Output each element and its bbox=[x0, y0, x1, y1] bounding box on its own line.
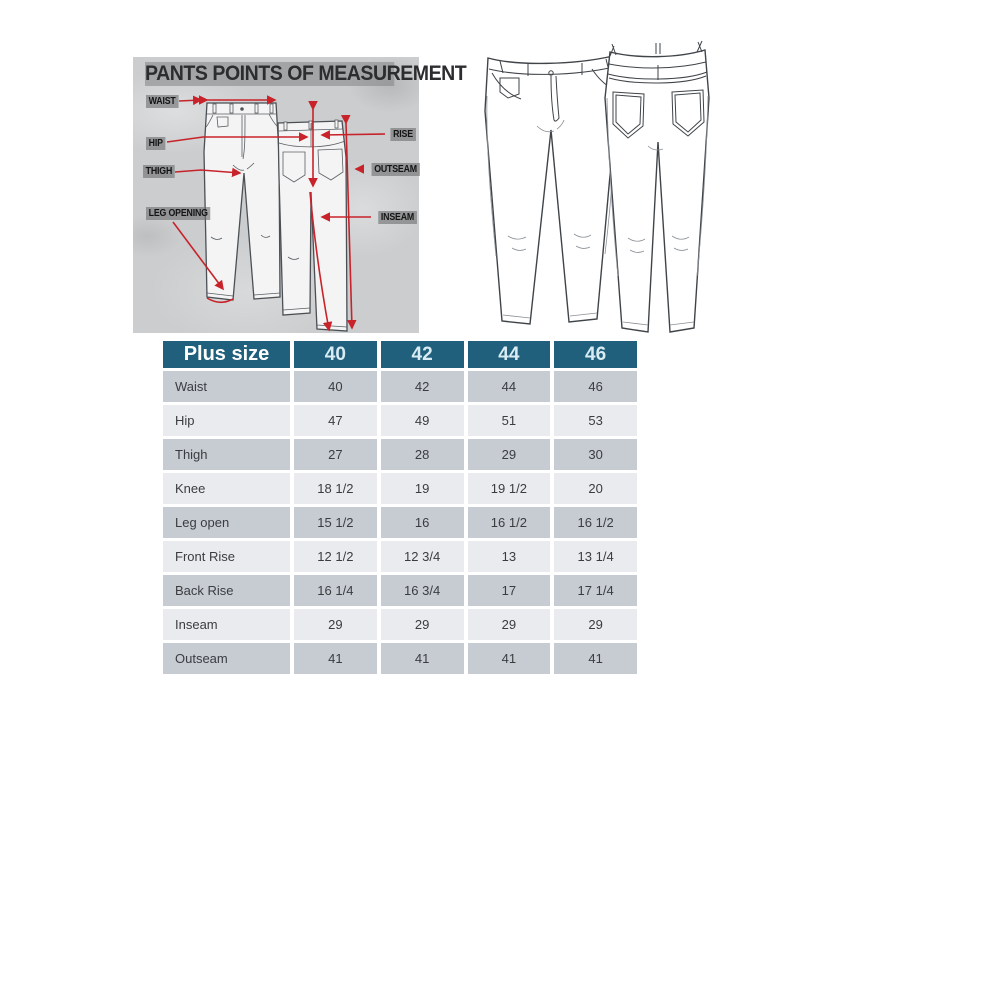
size-table-title: Plus size bbox=[163, 341, 290, 368]
measurement-value: 46 bbox=[554, 371, 637, 402]
measurement-value: 47 bbox=[294, 405, 377, 436]
measurement-value: 16 1/2 bbox=[468, 507, 551, 538]
jeans-front-view bbox=[485, 56, 617, 324]
measurement-value: 40 bbox=[294, 371, 377, 402]
size-column-header: 44 bbox=[468, 341, 551, 368]
measurement-value: 17 bbox=[468, 575, 551, 606]
measurement-value: 41 bbox=[381, 643, 464, 674]
measurement-value: 13 bbox=[468, 541, 551, 572]
label-waist: WAIST bbox=[146, 95, 178, 108]
measurement-row-label: Back Rise bbox=[163, 575, 290, 606]
label-leg-opening: LEG OPENING bbox=[146, 207, 210, 220]
measurement-value: 15 1/2 bbox=[294, 507, 377, 538]
diagram-title: PANTS POINTS OF MEASUREMENT bbox=[145, 62, 467, 85]
measurement-row-label: Thigh bbox=[163, 439, 290, 470]
label-inseam: INSEAM bbox=[378, 211, 416, 224]
measurement-row-label: Outseam bbox=[163, 643, 290, 674]
measurement-value: 27 bbox=[294, 439, 377, 470]
measurement-row-label: Waist bbox=[163, 371, 290, 402]
measurement-value: 29 bbox=[294, 609, 377, 640]
measurement-value: 29 bbox=[468, 439, 551, 470]
measurement-row-label: Knee bbox=[163, 473, 290, 504]
measurement-value: 18 1/2 bbox=[294, 473, 377, 504]
measurement-value: 49 bbox=[381, 405, 464, 436]
jeans-technical-sketch bbox=[462, 36, 750, 340]
measurement-value: 28 bbox=[381, 439, 464, 470]
size-table bbox=[163, 341, 637, 674]
measurement-value: 16 1/4 bbox=[294, 575, 377, 606]
measurement-value: 17 1/4 bbox=[554, 575, 637, 606]
label-hip: HIP bbox=[146, 137, 165, 150]
measurement-value: 44 bbox=[468, 371, 551, 402]
measurement-value: 29 bbox=[381, 609, 464, 640]
measurement-row-label: Front Rise bbox=[163, 541, 290, 572]
measurement-value: 29 bbox=[554, 609, 637, 640]
measurement-value: 51 bbox=[468, 405, 551, 436]
measurement-row-label: Leg open bbox=[163, 507, 290, 538]
measurement-value: 42 bbox=[381, 371, 464, 402]
label-thigh: THIGH bbox=[143, 165, 175, 178]
measurement-value: 16 3/4 bbox=[381, 575, 464, 606]
measurement-diagram bbox=[133, 57, 467, 333]
measurement-value: 13 1/4 bbox=[554, 541, 637, 572]
measurement-value: 16 bbox=[381, 507, 464, 538]
measurement-row-label: Hip bbox=[163, 405, 290, 436]
jeans-flat-drawing bbox=[462, 36, 750, 340]
label-rise: RISE bbox=[390, 128, 415, 141]
jeans-back-view bbox=[605, 41, 709, 332]
measurement-value: 41 bbox=[468, 643, 551, 674]
size-column-header: 40 bbox=[294, 341, 377, 368]
measurement-value: 12 3/4 bbox=[381, 541, 464, 572]
size-column-header: 42 bbox=[381, 341, 464, 368]
measurement-value: 41 bbox=[294, 643, 377, 674]
measurement-value: 16 1/2 bbox=[554, 507, 637, 538]
measurement-value: 30 bbox=[554, 439, 637, 470]
label-outseam: OUTSEAM bbox=[372, 163, 420, 176]
measurement-value: 20 bbox=[554, 473, 637, 504]
measurement-value: 53 bbox=[554, 405, 637, 436]
measurement-value: 12 1/2 bbox=[294, 541, 377, 572]
measurement-value: 19 bbox=[381, 473, 464, 504]
measurement-row-label: Inseam bbox=[163, 609, 290, 640]
measurement-value: 29 bbox=[468, 609, 551, 640]
size-column-header: 46 bbox=[554, 341, 637, 368]
measurement-value: 41 bbox=[554, 643, 637, 674]
measurement-value: 19 1/2 bbox=[468, 473, 551, 504]
